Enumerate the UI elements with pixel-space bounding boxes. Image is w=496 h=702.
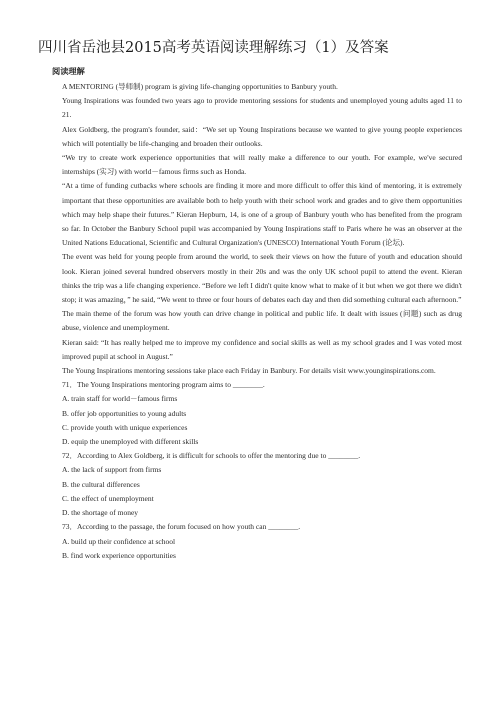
question-73-option-b: B. find work experience opportunities: [62, 550, 176, 560]
question-71-option-c: C. provide youth with unique experiences: [62, 422, 188, 432]
passage-paragraph-4: “We try to create work experience opportunities that will really make a difference to our youth. For example, we've secured internships (实习) with world－famous firms such as Honda.: [62, 153, 462, 177]
page-title: 四川省岳池县2015高考英语阅读理解练习（1）及答案: [38, 40, 389, 56]
passage-paragraph-3: Alex Goldberg, the program's founder, said：“We set up Young Inspirations because we wanted to give young people experiences which will potentially be life-changing and broaden their outlooks.: [62, 124, 462, 148]
passage-paragraph-7: The main theme of the forum was how youth can drive change in political and public life. It dealt with issues (问题) such as drug abuse, violence and unemployment.: [62, 309, 462, 333]
passage-paragraph-2: Young Inspirations was founded two years ago to provide mentoring sessions for students and unemployed young adults aged 11 to 21.: [62, 96, 462, 120]
question-72-option-c: C. the effect of unemployment: [62, 493, 154, 503]
question-72-stem: 72．According to Alex Goldberg, it is difficult for schools to offer the mentoring due to ________.: [62, 451, 361, 461]
question-73-stem: 73．According to the passage, the forum focused on how youth can ________.: [62, 522, 301, 532]
question-72-option-a: A. the lack of support from firms: [62, 465, 162, 475]
question-71-option-b: B. offer job opportunities to young adults: [62, 408, 187, 418]
question-72-option-d: D. the shortage of money: [62, 508, 139, 518]
passage: [62, 80, 462, 563]
passage-paragraph-1: A MENTORING (导师制) program is giving life-changing opportunities to Banbury youth.: [62, 82, 338, 91]
question-73-option-a: A. build up their confidence at school: [62, 536, 176, 546]
passage-paragraph-6: The event was held for young people from around the world, to seek their views on how the future of youth and education should look. Kieran joined several hundred observers mostly in their 20s and was the only UK school pupil to attend the event. Kieran thinks the trip was a life changing experience. “Before we left I didn't quite know what to make of it but when we got there we didn't stop; it was amazing，” he said, “We went to three or four hours of debates each day and then did something cultural each afternoon.”: [62, 252, 462, 305]
section-label: 阅读理解: [52, 66, 85, 76]
question-72-option-b: B. the cultural differences: [62, 479, 140, 489]
passage-paragraph-9: The Young Inspirations mentoring sessions take place each Friday in Banbury. For details visit www.younginspirations.com.: [62, 366, 436, 376]
question-71-option-a: A. train staff for world－famous firms: [62, 394, 178, 404]
passage-paragraph-8: Kieran said: “It has really helped me to improve my confidence and social skills as well as my school grades and I was voted most improved pupil at school in August.”: [62, 337, 462, 361]
passage-paragraph-5: “At a time of funding cutbacks where schools are finding it more and more difficult to offer this kind of mentoring, it is extremely important that these opportunities are available both to help youth with their school work and grades and to give them opportunities which may help shape their futures.” Kieran Hepburn, 14, is one of a group of Banbury youth who has benefited from the program so far. In October the Banbury School pupil was accompanied by Young Inspirations staff to Paris where he was an observer at the United Nations Educational, Scientific and Cultural Organization's (UNESCO) International Youth Forum (论坛).: [62, 181, 462, 248]
question-71-option-d: D. equip the unemployed with different skills: [62, 437, 199, 447]
question-71-stem: 71．The Young Inspirations mentoring program aims to ________.: [62, 380, 265, 390]
